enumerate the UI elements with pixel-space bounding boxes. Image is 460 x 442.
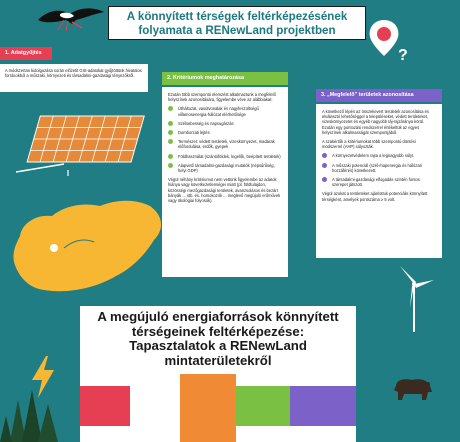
section-3-panel <box>316 104 442 258</box>
list-item: A környezetvédelem rajta a legnagyobb súlyt. <box>322 153 436 158</box>
section-1-panel <box>0 64 148 92</box>
location-pin-icon <box>368 18 412 66</box>
page-title-line1: A könnyített térségek feltérképezésének <box>126 10 348 23</box>
list-item: Földhasználat (szántóföldek, legelők, beépített területek) <box>168 154 282 159</box>
page-title <box>108 6 366 40</box>
svg-text:?: ? <box>398 47 408 64</box>
section-2-intro: Ezután több szempontú elemzést alkalmaztunk a megfelelő helyszínek azonosítására, figyelembe véve az alábbiakat: <box>168 92 276 103</box>
purple-block <box>290 386 356 426</box>
solar-panel-icon <box>8 110 156 180</box>
section-2-panel <box>162 87 288 277</box>
green-block <box>236 386 290 426</box>
section-3-p1: A következő lépés az összekevert területek azonosítása és elválasztó lehetőséggel a településeket, védett területeket, vizeskörnyezetet és egyéb nagyobb táj-rajzáránya körül. Ezután egy pontozási rendszerrel értékeltük az egyes helyszínek alkalmasságát szempontjából. <box>322 109 429 135</box>
section-1-text: A módszertan kidolgozása során előzetit GIS-adatokat gyűjtöttünk hivatalos forrásokból a műszaki, környezeti és társadalmi-gazdasági tényezőkről. <box>5 68 142 79</box>
list-item: Útháltozat, vasútvonalak és nagyfeszültségű villamosenergia-hálózat elérhetősége <box>168 106 282 116</box>
pine-trees-icon <box>0 390 70 442</box>
list-item: Domborzati lejtés <box>168 130 282 135</box>
main-title-line1: A megújuló energiaforrások könnyített <box>97 309 339 324</box>
page-title-line2: folyamata a RENewLand projektben <box>138 24 336 37</box>
bear-icon <box>390 374 434 404</box>
white-block <box>130 386 180 426</box>
section-2-outro: Végül néhány kritériumot nem vettünk figyelembe az adatok hiánya vagy következetlenségei miatt (pl. földtulajdon, közösségi mezőgazdasági területek, avanzsolásos és bezárt bányák ... stb. és. homokozók ... meglevő megújuló erőművek vagy ökológiai folyosók). <box>168 177 281 204</box>
main-title-line4: mintaterületekről <box>164 352 272 368</box>
weighting-list <box>322 153 436 187</box>
stork-icon <box>36 2 106 32</box>
section-1-label: 1. Adatgyűjtés <box>0 47 52 60</box>
section-3-p3: Végül azokat a területeket ajánlottuk potenciális könnyített térségként, amelyek pontszáma ≥ 5 volt. <box>322 191 428 202</box>
list-item: A társadalmi-gazdasági elfogadás szintén fontos szerepet játszott. <box>322 177 436 187</box>
red-block <box>80 386 130 426</box>
list-item: A műszaki potenciál (szél-/napenergia és hálózati hozzáférés) következett. <box>322 163 436 173</box>
orange-block <box>180 374 236 442</box>
section-3-p2: A szakértők a kritériumokat több szempontú döntési modszerrel (AHP) súlyozták. <box>322 139 416 150</box>
main-title-line2: térségeinek feltérképezése: <box>131 323 305 339</box>
section-3-label: 3. „Megfelelő” területek azonosítása <box>316 89 442 102</box>
list-item: Szélsebesség és napsugárzás <box>168 121 282 126</box>
wind-turbine-icon <box>392 262 436 334</box>
hungary-map-icon <box>4 196 170 306</box>
list-item: Természet: védett területek, vizeskörnyezet, madarak előfordulása, erdők, gyepek <box>168 139 282 149</box>
main-title <box>80 310 356 368</box>
main-title-line3: Tapasztalatok a RENewLand <box>129 338 307 353</box>
criteria-list <box>168 106 282 173</box>
color-strip <box>80 378 356 442</box>
list-item: Alapvető társadalmi-gazdasági mutatók (népsűrűség, helyi GDP) <box>168 163 282 173</box>
section-2-label: 2. Kritériumok meghatározása <box>162 72 288 85</box>
